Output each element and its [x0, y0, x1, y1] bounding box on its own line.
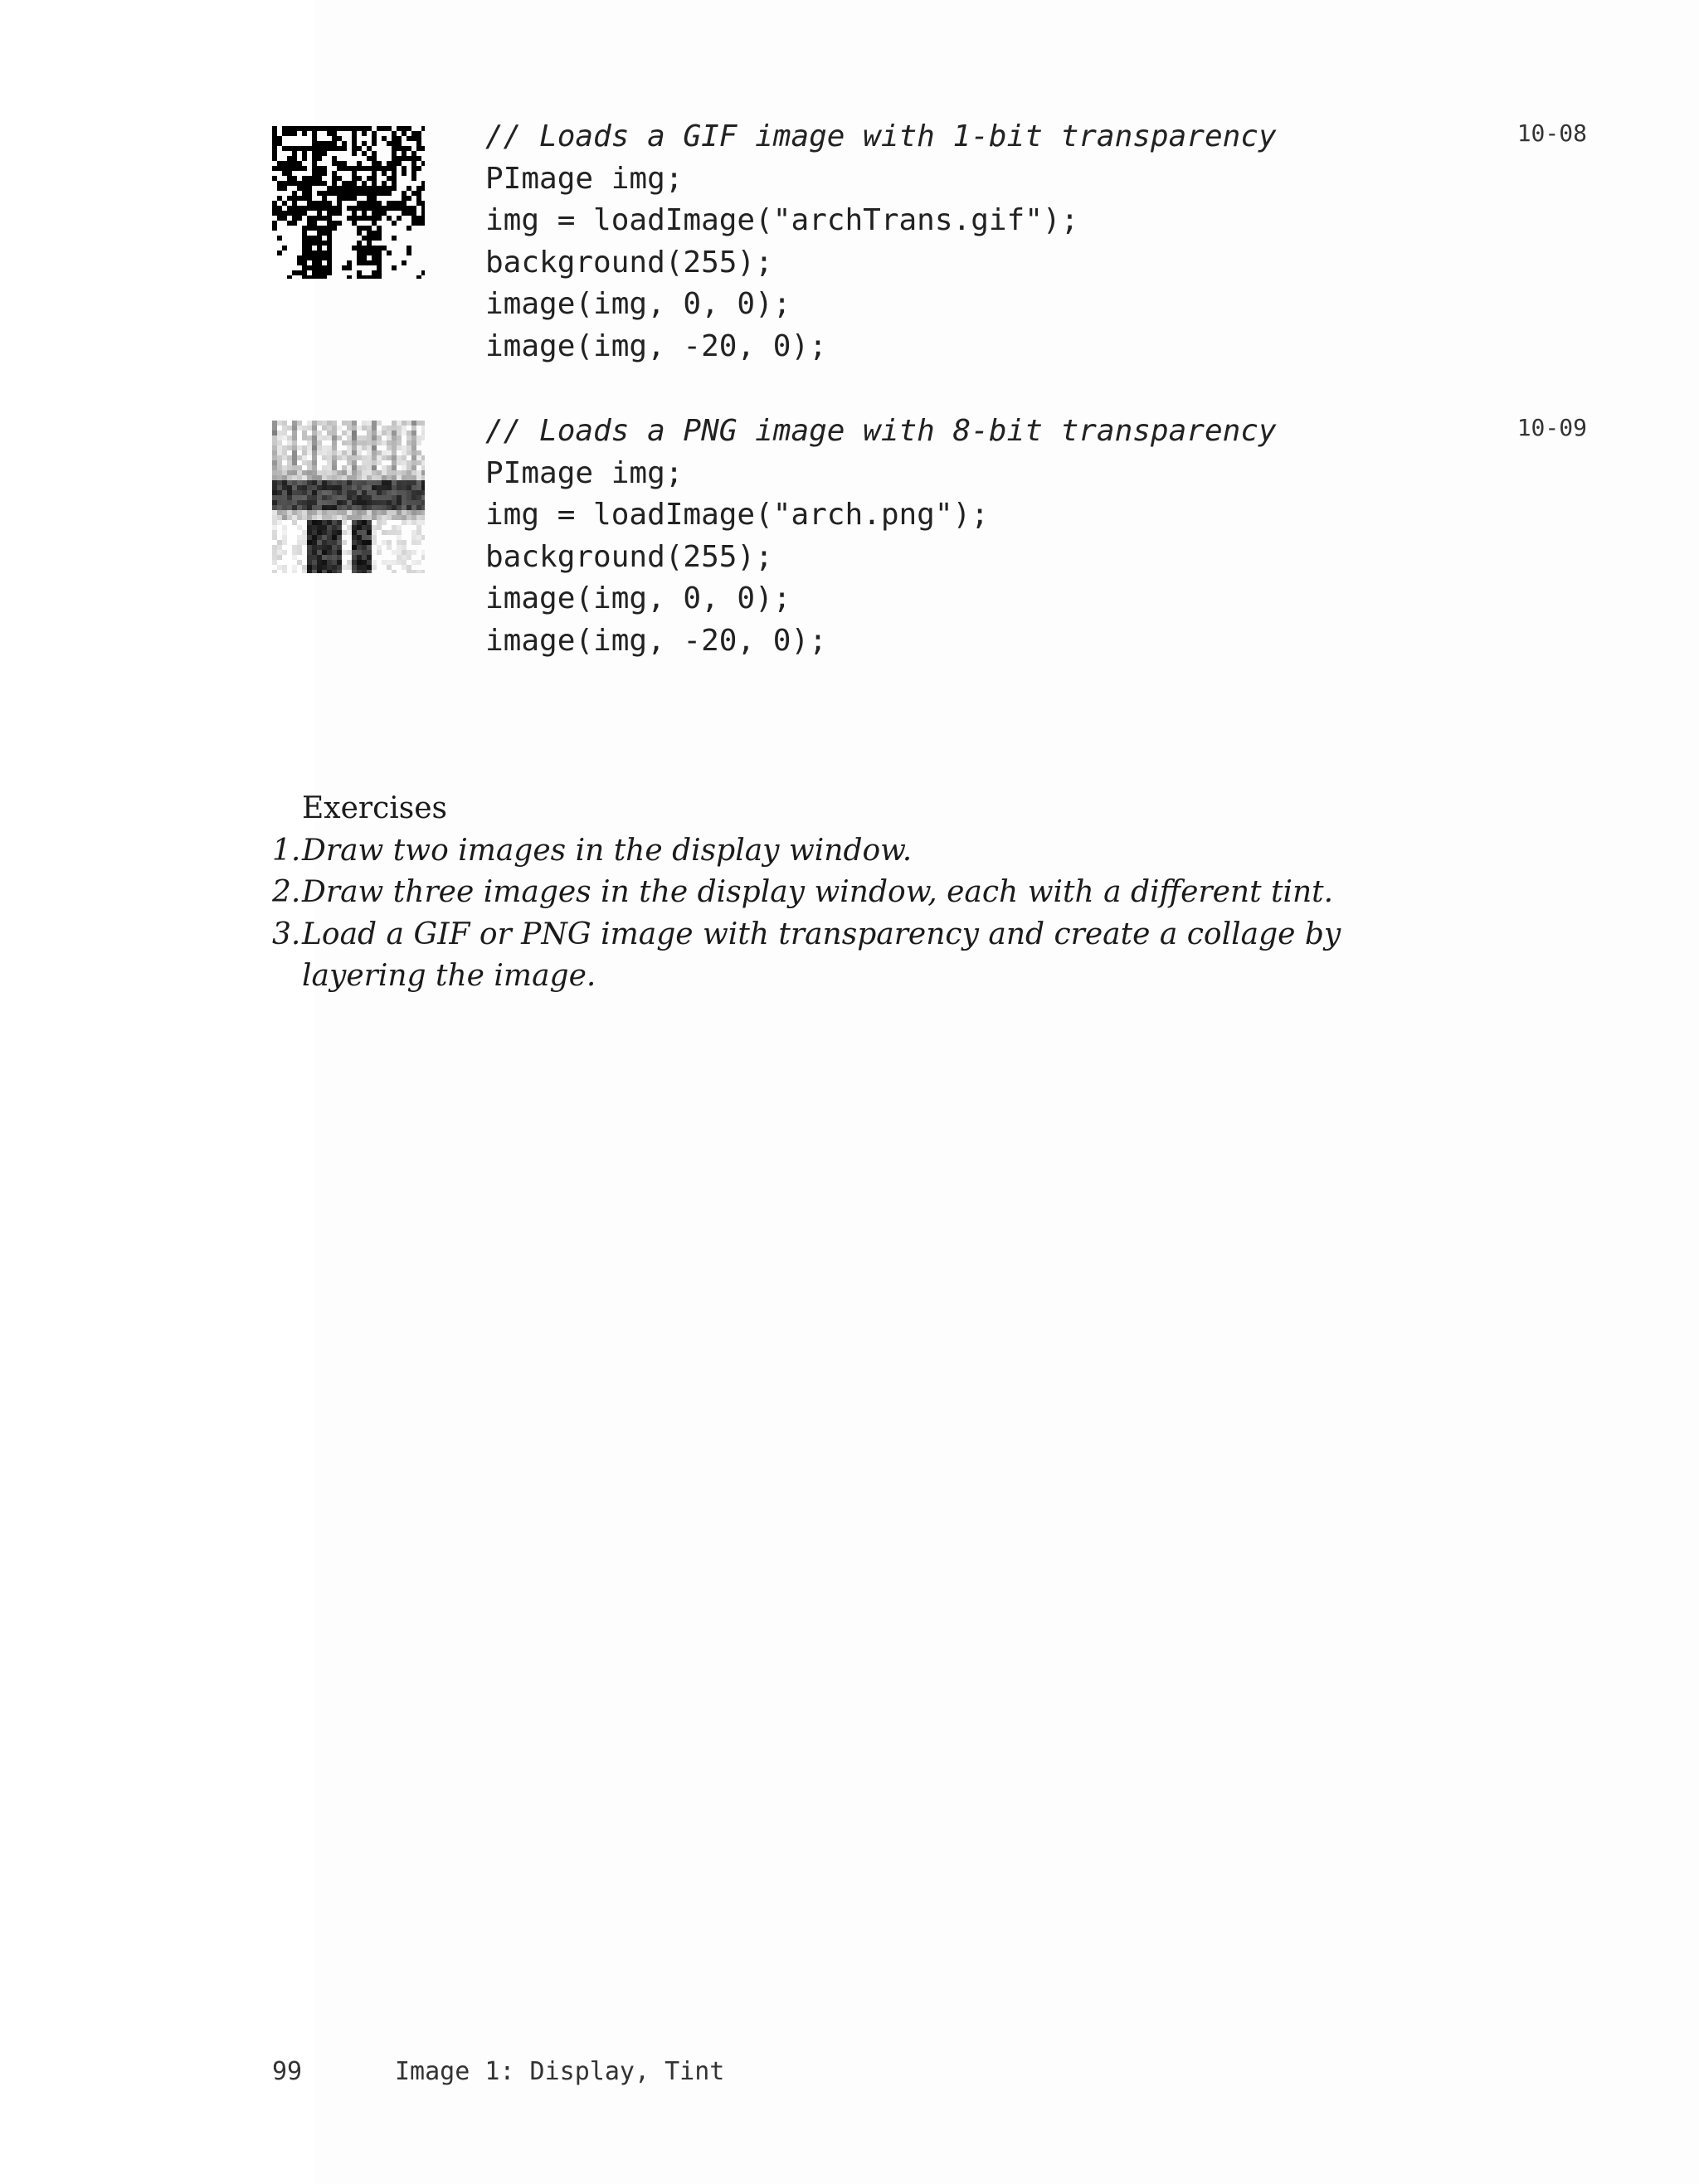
code-line: image(img, -20, 0);: [485, 328, 827, 363]
exercise-item: [272, 872, 1351, 914]
exercise-number: 3.: [272, 917, 301, 951]
code-line: PImage img;: [485, 455, 684, 490]
exercise-item: [272, 914, 1351, 998]
code-line: img = loadImage("archTrans.gif");: [485, 203, 1079, 238]
exercises-section: [272, 788, 1351, 998]
page-margin: [0, 0, 315, 2184]
example-number: 10-09: [1516, 414, 1587, 441]
exercise-item: [272, 830, 1351, 873]
code-line: image(img, 0, 0);: [485, 581, 791, 616]
example-number: 10-08: [1516, 119, 1587, 147]
exercises-heading: Exercises: [302, 791, 448, 825]
code-line: PImage img;: [485, 161, 684, 196]
code-comment: // Loads a GIF image with 1-bit transparency: [485, 119, 1277, 153]
exercise-number: 2.: [272, 875, 301, 910]
png-transparency-thumbnail: [272, 421, 425, 573]
code-block: [485, 116, 1277, 368]
gif-transparency-thumbnail: [272, 126, 425, 279]
exercise-number: 1.: [272, 833, 301, 868]
exercise-text: Load a GIF or PNG image with transparency and create a collage by layering the image.: [302, 917, 1341, 994]
exercises-list: [272, 830, 1351, 998]
exercise-text: Draw three images in the display window, each with a different tint.: [302, 875, 1334, 910]
exercise-text: Draw two images in the display window.: [302, 833, 913, 868]
code-comment: // Loads a PNG image with 8-bit transparency: [485, 414, 1277, 448]
code-line: img = loadImage("arch.png");: [485, 498, 989, 533]
code-line: image(img, 0, 0);: [485, 287, 791, 322]
chapter-title: Image 1: Display, Tint: [395, 2057, 725, 2086]
page-number: 99: [272, 2057, 303, 2086]
code-block: [485, 411, 1277, 663]
code-line: background(255);: [485, 245, 773, 280]
code-line: background(255);: [485, 539, 773, 574]
code-line: image(img, -20, 0);: [485, 623, 827, 658]
